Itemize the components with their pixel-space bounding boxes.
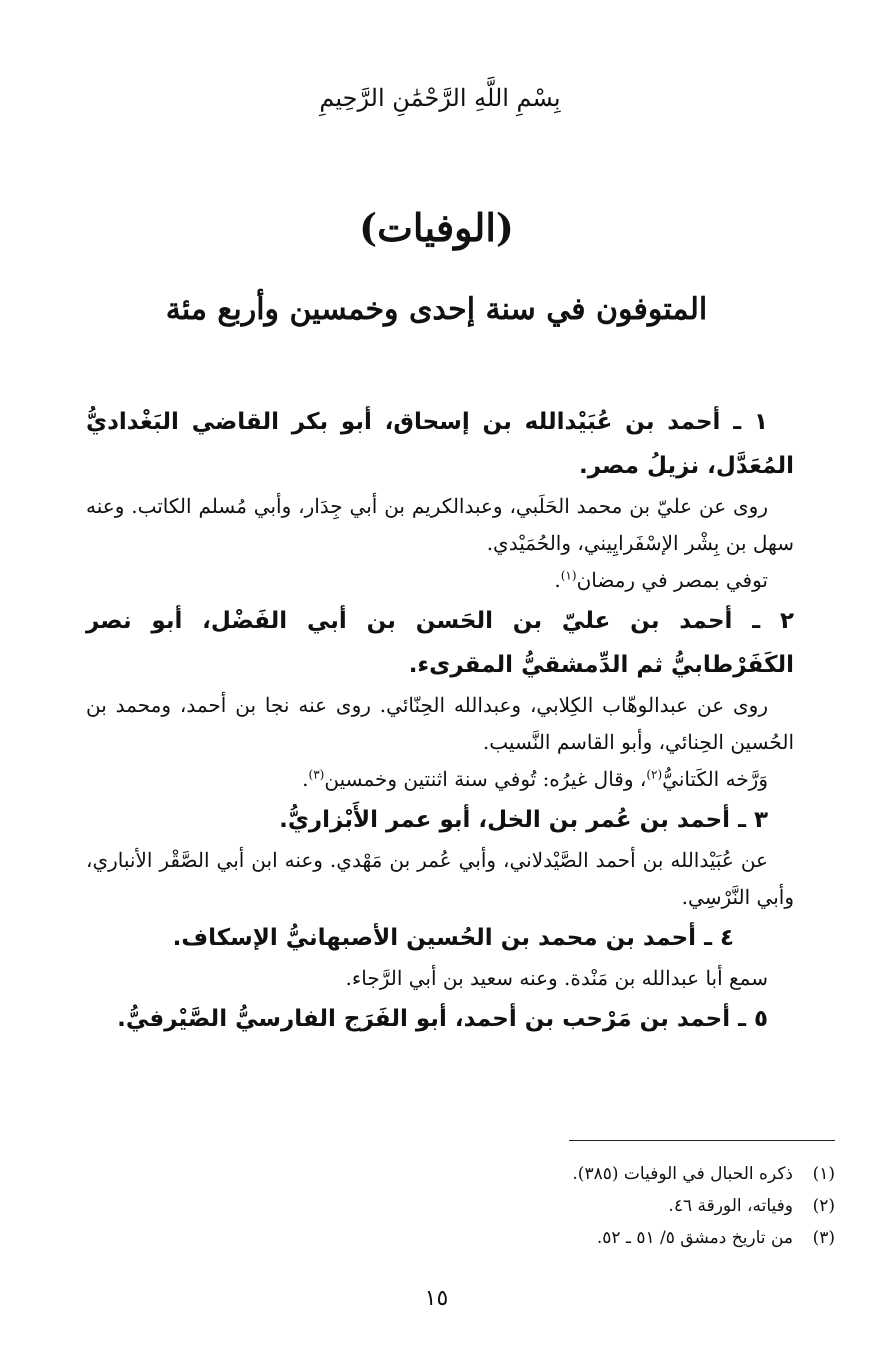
footnote-divider <box>569 1140 835 1141</box>
entry-note <box>86 562 794 599</box>
entry-note-end: . <box>554 568 561 592</box>
footnote <box>335 1158 835 1190</box>
footnote-number: (٢) <box>812 1196 835 1216</box>
entry-text: روى عن عليّ بن محمد الحَلَبي، وعبدالكريم بن أبي جِدَار، وأبي مُسلم الكاتب. وعنه سهل بن بِشْر الإسْفَرايِيني، والحُمَيْدي. <box>86 494 794 555</box>
entry-note-text: ، وقال غيرُه: تُوفي سنة اثنتين وخمسين <box>324 767 647 791</box>
entry-note-end: . <box>302 767 309 791</box>
section-subtitle: المتوفون في سنة إحدى وخمسين وأربع مئة <box>165 292 708 327</box>
entries-body <box>86 400 794 1041</box>
entry-text: روى عن عبدالوهّاب الكِلابي، وعبدالله الحِنّائي. روى عنه نجا بن أحمد، ومحمد بن الحُسين الحِنائي، وأبو القاسم النَّسيب. <box>86 693 794 754</box>
footnote-number: (١) <box>812 1164 835 1184</box>
basmala-text: بِسْمِ اللَّهِ الرَّحْمَٰنِ الرَّحِيمِ <box>319 84 561 112</box>
entry-text: سمع أبا عبدالله بن مَنْدة. وعنه سعيد بن أبي الرَّجاء. <box>345 966 768 990</box>
section-title: (الوفيات) <box>359 205 514 250</box>
footnote <box>335 1190 835 1222</box>
page-number: ١٥ <box>424 1286 449 1311</box>
footnote-text: وفياته، الورقة ٤٦. <box>668 1196 793 1216</box>
footnote <box>335 1222 835 1254</box>
footnote-number: (٣) <box>812 1228 835 1248</box>
footnote-ref: (١) <box>560 568 577 583</box>
entry-heading: ٢ ـ أحمد بن عليّ بن الحَسن بن أبي الفَضْل، أبو نصر الكَفَرْطابيُّ ثم الدِّمشقيُّ المقرىء. <box>86 608 794 678</box>
entry-note-text: وَرَّخه الكَتانيُّ <box>662 767 768 791</box>
footnote-text: من تاريخ دمشق ٥/ ٥١ ـ ٥٢. <box>596 1228 793 1248</box>
entry-note-text: توفي بمصر في رمضان <box>576 568 768 592</box>
footnote-ref: (٣) <box>308 767 325 782</box>
basmala-header <box>200 78 680 118</box>
footnote-text: ذكره الحبال في الوفيات (٣٨٥). <box>572 1164 793 1184</box>
entry-note <box>86 761 794 798</box>
entry-heading: ١ ـ أحمد بن عُبَيْدالله بن إسحاق، أبو بكر القاضي البَغْداديُّ المُعَدَّل، نزيلُ مصر. <box>86 409 794 479</box>
entry-heading: ٥ ـ أحمد بن مَرْحب بن أحمد، أبو الفَرَج الفارسيُّ الصَّيْرفيُّ. <box>117 1006 768 1032</box>
footnote-ref: (٢) <box>646 767 663 782</box>
entry-text: عن عُبَيْدالله بن أحمد الصَّيْدلاني، وأبي عُمر بن مَهْدي. وعنه ابن أبي الصَّقْر الأنباري، وأبي النَّرْسِي. <box>86 848 794 909</box>
entry-heading: ٤ ـ أحمد بن محمد بن الحُسين الأصبهانيُّ الإسكاف. <box>172 925 734 951</box>
entry-heading: ٣ ـ أحمد بن عُمر بن الخل، أبو عمر الأَبْزاريُّ. <box>279 807 768 833</box>
footnotes <box>335 1158 835 1254</box>
